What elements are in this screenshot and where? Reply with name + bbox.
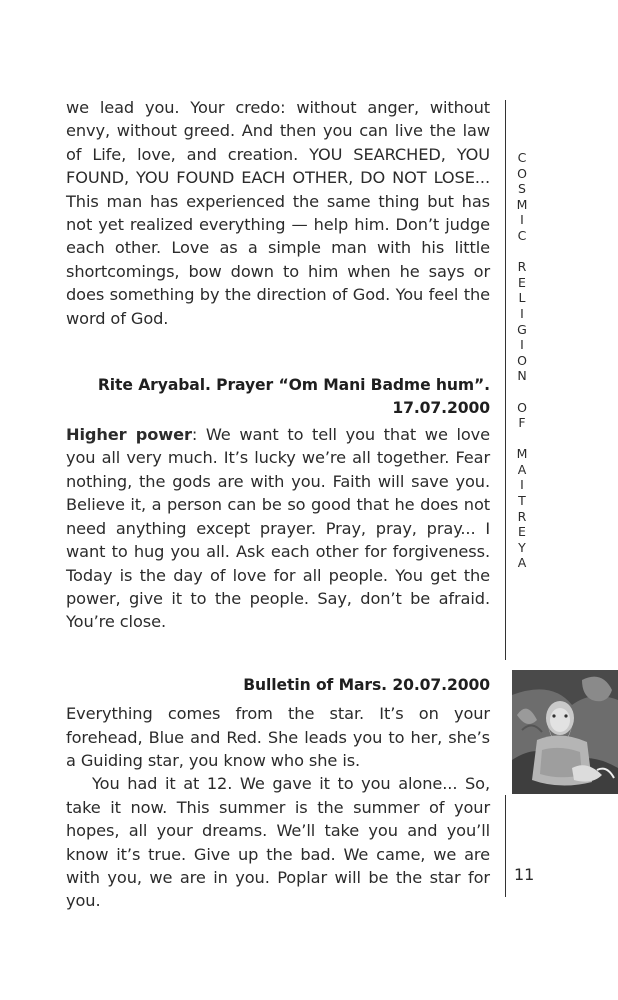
page-number: 11 (514, 865, 535, 884)
running-title-letter: A (517, 461, 527, 477)
higher-power-paragraph (66, 423, 490, 634)
running-title-letter: I (520, 337, 524, 353)
higher-power-text: : We want to tell you that we love you all very much. It’s lucky we’re all together. Fear nothing, the gods are with you. Faith will save you. Believe it, a person can be so good that he does not need anything except prayer. Pray, pray, pray... I want to hug you all. Ask each other for forgiveness. Today is the day of love for all people. You get the power, give it to the people. Say, don’t be afraid. You’re close. (66, 425, 490, 632)
running-title-vertical (510, 150, 534, 571)
running-title-letter: C (517, 150, 527, 165)
running-title-letter: S (518, 181, 526, 197)
running-title-letter: I (520, 477, 524, 493)
running-title-letter (520, 384, 524, 400)
sidebar-divider-lower (505, 795, 506, 897)
running-title-letter (520, 244, 524, 260)
running-title-letter: C (517, 227, 527, 243)
running-title-letter: I (520, 305, 524, 321)
painting-of-elder-sage-icon (512, 670, 618, 794)
running-title-letter: Y (518, 539, 526, 555)
rite-heading (66, 374, 490, 419)
running-title-letter: F (518, 415, 526, 431)
running-title-letter: M (516, 196, 528, 212)
running-title-letter: O (517, 165, 527, 181)
running-title-letter: E (518, 524, 526, 540)
running-title-letter: M (516, 446, 528, 462)
running-title-letter: A (517, 555, 527, 571)
rite-heading-title: Rite Aryabal. Prayer “Om Mani Badme hum”. (97, 376, 490, 395)
running-title-letter: O (517, 399, 527, 415)
paragraph-summer: You had it at 12. We gave it to you alone... So, take it now. This summer is the summer of your hopes, all your dreams. We’ll take you and you’ll know it’s true. Give up the bad. We came, we are with you, we are in you. Poplar will be the star for you. (66, 774, 490, 911)
paragraph-continuation: we lead you. Your credo: without anger, without envy, without greed. And then you can live the law of Life, love, and creation. YOU SEARCHED, YOU FOUND, YOU FOUND EACH OTHER, DO NOT LOSE... This man has experienced the same thing but has not yet realized everything — help him. Don’t judge each other. Love as a simple man with his little shortcomings, bow down to him when he says or does something by the direction of God. You feel the word of God. (66, 98, 490, 328)
text-column (66, 96, 490, 913)
running-title-letter: R (517, 259, 527, 275)
bulletin-heading: Bulletin of Mars. 20.07.2000 (243, 675, 490, 694)
higher-power-label: Higher power (66, 425, 192, 445)
running-title-letter: T (518, 493, 526, 509)
running-title-letter: R (517, 508, 527, 524)
running-title-letter: I (520, 212, 524, 228)
running-title-letter: O (517, 352, 527, 368)
sidebar-divider-upper (505, 100, 506, 660)
paragraph-star: Everything comes from the star. It’s on your forehead, Blue and Red. She leads you to her, she’s a Guiding star, you know who she is. (66, 704, 490, 771)
running-title-letter: G (517, 321, 527, 337)
running-title-letter (520, 431, 524, 447)
running-title-letter: L (518, 290, 526, 306)
running-title-letter: N (517, 368, 527, 384)
rite-heading-date: 17.07.2000 (392, 398, 490, 417)
running-title-letter: E (518, 274, 526, 290)
